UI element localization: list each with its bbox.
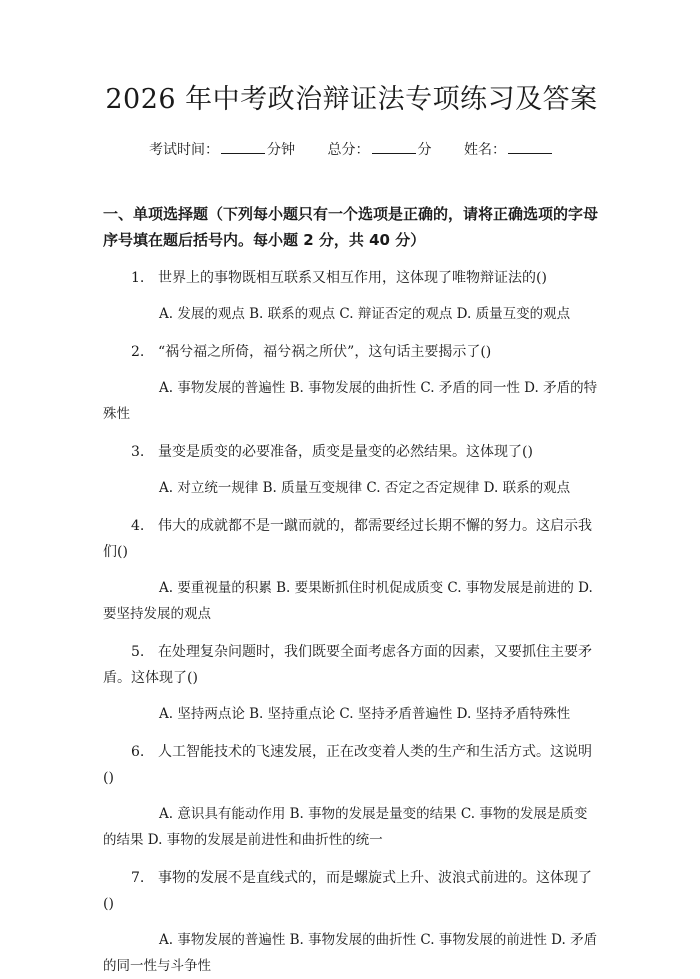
question-options: A. 发展的观点 B. 联系的观点 C. 辩证否定的观点 D. 质量互变的观点 (159, 306, 571, 322)
question-number: 7. (131, 870, 145, 886)
name-blank (508, 139, 552, 154)
question-number: 6. (131, 744, 145, 760)
question-stem (103, 513, 600, 565)
question-3 (103, 439, 600, 501)
question-number: 5. (131, 644, 145, 660)
question-number: 1. (131, 270, 145, 286)
question-text: 量变是质变的必要准备，质变是量变的必然结果。这体现了() (158, 444, 533, 460)
total-score-field (328, 138, 432, 162)
question-text: 事物的发展不是直线式的，而是螺旋式上升、波浪式前进的。这体现了() (103, 870, 592, 912)
question-stem (103, 739, 600, 791)
name-field (464, 138, 554, 162)
question-number: 3. (131, 444, 145, 460)
question-options: A. 事物发展的普遍性 B. 事物发展的曲折性 C. 矛盾的同一性 D. 矛盾的特殊性 (103, 380, 598, 422)
question-4 (103, 513, 600, 627)
name-label: 姓名： (463, 142, 506, 158)
question-text: 在处理复杂问题时，我们既要全面考虑各方面的因素，又要抓住主要矛盾。这体现了() (103, 644, 592, 686)
question-2 (103, 339, 600, 427)
total-score-label: 总分： (327, 142, 370, 158)
total-score-blank (372, 139, 416, 154)
question-options: A. 事物发展的普遍性 B. 事物发展的曲折性 C. 事物发展的前进性 D. 矛盾的同一性与斗争性 (103, 932, 598, 974)
exam-time-label: 考试时间： (149, 142, 220, 158)
question-stem (103, 265, 600, 291)
question-stem (103, 865, 600, 917)
question-stem (103, 439, 600, 465)
question-text: 世界上的事物既相互联系又相互作用，这体现了唯物辩证法的() (158, 270, 547, 286)
question-7 (103, 865, 600, 979)
question-options: A. 坚持两点论 B. 坚持重点论 C. 坚持矛盾普遍性 D. 坚持矛盾特殊性 (159, 706, 571, 722)
question-text: 人工智能技术的飞速发展，正在改变着人类的生产和生活方式。这说明() (103, 744, 592, 786)
exam-meta (103, 138, 600, 162)
question-stem (103, 339, 600, 365)
exam-time-field (149, 138, 295, 162)
total-score-unit: 分 (417, 142, 432, 158)
question-options: A. 对立统一规律 B. 质量互变规律 C. 否定之否定规律 D. 联系的观点 (159, 480, 571, 496)
question-1 (103, 265, 600, 327)
exam-time-unit: 分钟 (267, 142, 296, 158)
question-stem (103, 639, 600, 691)
question-number: 2. (131, 344, 145, 360)
page-title: 2026 年中考政治辩证法专项练习及答案 (105, 84, 598, 115)
question-5 (103, 639, 600, 727)
question-options: A. 要重视量的积累 B. 要果断抓住时机促成质变 C. 事物发展是前进的 D. 要坚持发展的观点 (103, 580, 593, 622)
exam-time-blank (221, 139, 265, 154)
question-number: 4. (131, 518, 145, 534)
question-6 (103, 739, 600, 853)
question-options: A. 意识具有能动作用 B. 事物的发展是量变的结果 C. 事物的发展是质变的结果 D. 事物的发展是前进性和曲折性的统一 (103, 806, 588, 848)
question-text: “祸兮福之所倚，福兮祸之所伏”，这句话主要揭示了() (158, 344, 492, 360)
question-text: 伟大的成就都不是一蹴而就的，都需要经过长期不懈的努力。这启示我们() (103, 518, 592, 560)
section-title: 一、单项选择题（下列每小题只有一个选项是正确的，请将正确选项的字母序号填在题后括号内。每小题 2 分，共 40 分） (103, 205, 599, 249)
